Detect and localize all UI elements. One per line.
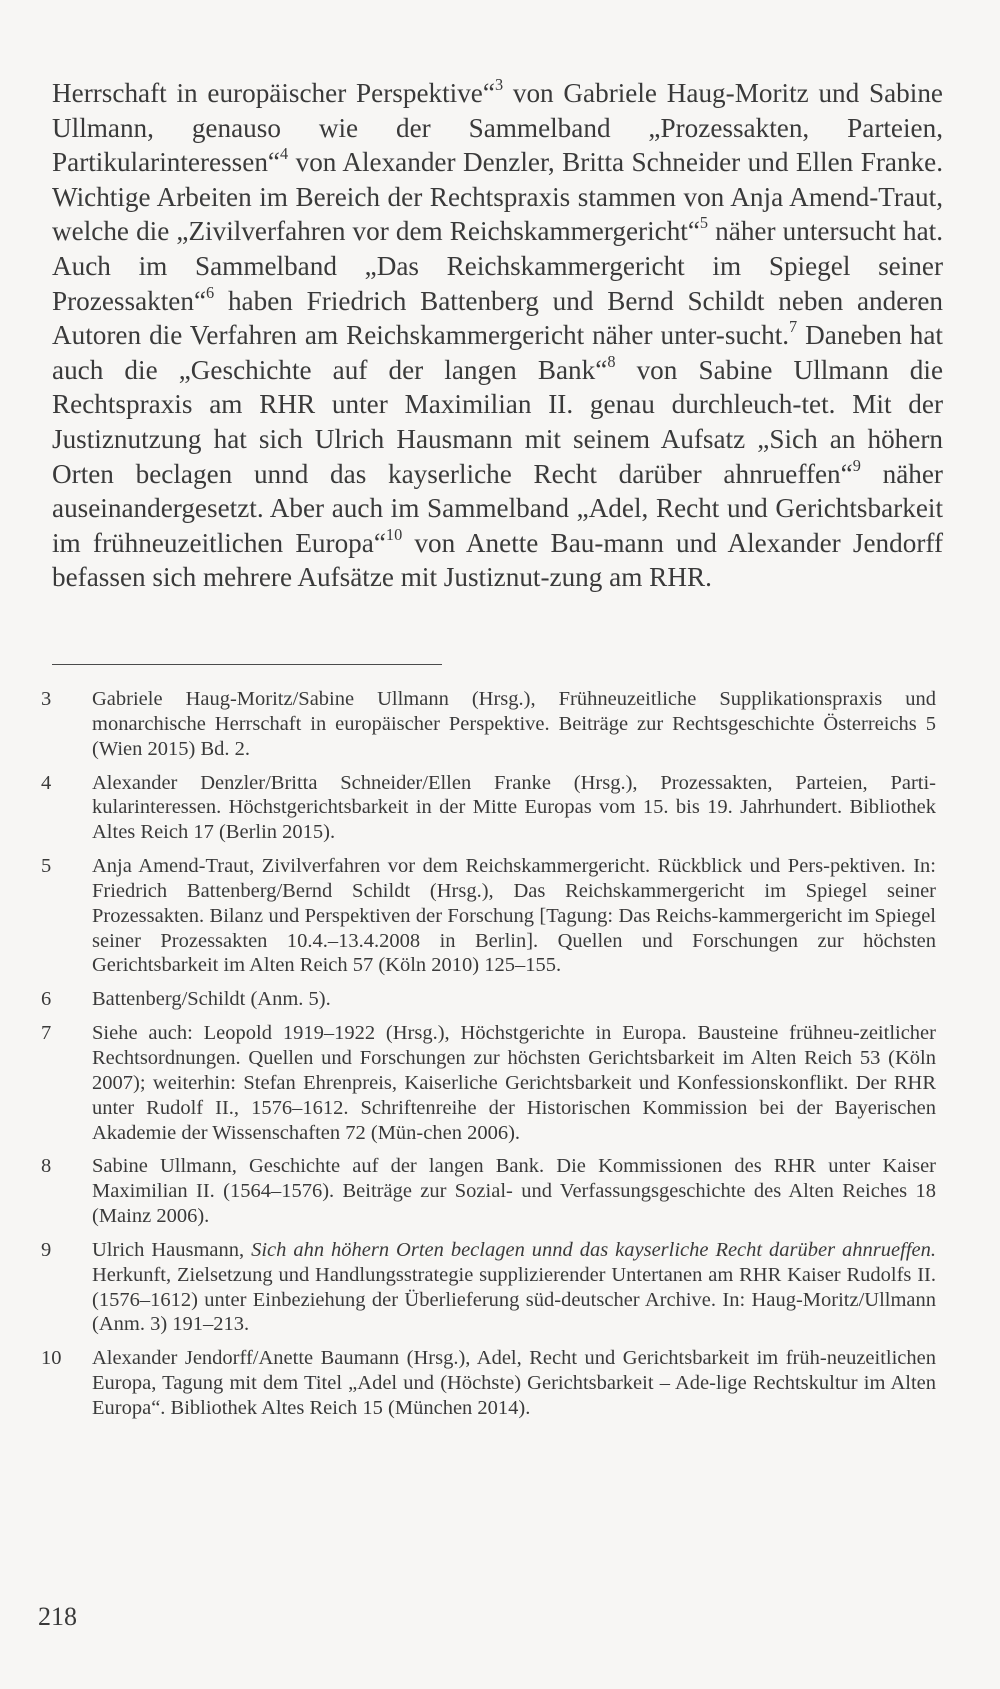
footnote-text [92, 1346, 936, 1420]
footnote-text [92, 1238, 936, 1337]
body-text-segment: Herrschaft in europäischer Perspektive“ [52, 78, 495, 108]
footnote-number: 8 [41, 1155, 52, 1178]
footnote-text-segment: Alexander Jendorff/Anette Baumann (Hrsg.), Adel, Recht und Gerichtsbarkeit im früh-neuzeitlichen Europa, Tagung mit dem Titel „Adel und (Höchste) Gerichtsbarkeit – Ade-lige Rechtskultur im Alten Europa“. Bibliothek Altes Reich 15 (München 2014). [92, 1347, 936, 1420]
body-text-segment: von Sabine Ullmann die Rechtspraxis am RHR unter Maximilian II. genau durchleuch-tet. Mit der Justiznutzung hat sich Ulrich Hausmann mit seinem Aufsatz „Sich an höhern Orten beclagen unnd das kayserliche Recht darüber ahnrueffen“ [52, 354, 944, 489]
footnote-number: 10 [41, 1347, 62, 1370]
footnote-marker: 6 [206, 282, 215, 302]
footnote-text-segment: Sabine Ullmann, Geschichte auf der langen Bank. Die Kommissionen des RHR unter Kaiser Maximilian II. (1564–1576). Beiträge zur Sozial- und Verfassungsgeschichte des Alten Reiches 18 (Mainz 2006). [92, 1155, 936, 1228]
body-text-segment: haben Friedrich Battenberg und Bernd Schildt neben anderen Autoren die Verfahren am Reichskammergericht näher unter-sucht. [52, 285, 943, 351]
footnote [38, 1346, 936, 1420]
footnotes-section [38, 687, 936, 1430]
footnote-text-segment: Gabriele Haug-Moritz/Sabine Ullmann (Hrsg.), Frühneuzeitliche Supplikationspraxis und monarchische Herrschaft in europäischer Perspektive. Beiträge zur Rechtsgeschichte Österreichs 5 (Wien 2015) Bd. 2. [92, 688, 936, 760]
footnote-marker: 8 [607, 351, 616, 371]
footnote [38, 1021, 936, 1145]
footnote-text [92, 854, 936, 978]
page-number: 218 [38, 1602, 77, 1631]
footnote-text-segment: Herkunft, Zielsetzung und Handlungsstrategie supplizierender Untertanen am RHR Kaiser Rudolfs II. (1576–1612) unter Einbeziehung der Überlieferung süd-deutscher Archive. In: Haug-Moritz/Ullmann (Anm. 3) 191–213. [92, 1263, 936, 1336]
footnote-separator [52, 664, 442, 665]
body-text-segment: näher untersucht hat. Auch im Sammelband „Das Reichskammergericht im Spiegel seiner Prozessakten“ [52, 216, 943, 316]
footnote-number: 3 [41, 688, 52, 710]
footnote-marker: 5 [699, 213, 709, 233]
footnote-text [92, 1154, 936, 1228]
body-text-segment: näher auseinandergesetzt. Aber auch im Sammelband „Adel, Recht und Gerichtsbarkeit im frühneuzeitlichen Europa“ [52, 458, 943, 558]
footnote-text [92, 687, 936, 761]
body-text-segment: von Alexander Denzler, Britta Schneider und Ellen Franke. Wichtige Arbeiten im Bereich der Rechtspraxis stammen von Anja Amend-Traut, welche die „Zivilverfahren vor dem Reichskammergericht“ [52, 147, 943, 247]
body-text-segment: Daneben hat auch die „Geschichte auf der langen Bank“ [52, 320, 943, 385]
footnote-number: 4 [41, 771, 52, 794]
footnote-italic-title: Sich ahn höhern Orten beclagen unnd das kayserliche Recht darüber ahnrueffen. [251, 1239, 937, 1262]
footnote-text-segment: Battenberg/Schildt (Anm. 5). [92, 988, 331, 1011]
footnote-marker: 10 [385, 524, 403, 544]
footnote [38, 687, 936, 761]
footnote-number: 9 [41, 1239, 52, 1262]
footnote-number: 5 [41, 855, 52, 878]
footnote-text-segment: Anja Amend-Traut, Zivilverfahren vor dem Reichskammergericht. Rückblick und Pers-pektiven. In: Friedrich Battenberg/Bernd Schildt (Hrsg.), Das Reichskammergericht im Spiegel seiner Prozessakten. Bilanz und Perspektiven der Forschung [Tagung: Das Reichs-kammergericht im Spiegel seiner Prozessakten 10.4.–13.4.2008 in Berlin]. Quellen und Forschungen zur höchsten Gerichtsbarkeit im Alten Reich 57 (Köln 2010) 125–155. [92, 855, 936, 977]
footnote-marker: 9 [852, 455, 861, 475]
footnote-number: 6 [41, 988, 52, 1011]
footnote [38, 771, 936, 845]
body-text-segment: von Gabriele Haug-Moritz und Sabine Ullmann, genauso wie der Sammelband „Prozessakten, Parteien, Partikularinteressen“ [52, 78, 943, 178]
footnote-text-segment: Ulrich Hausmann, [92, 1239, 252, 1262]
footnote-marker: 3 [494, 74, 504, 94]
footnote-text [92, 1021, 936, 1145]
footnote-text [92, 771, 936, 845]
footnote [38, 1154, 936, 1228]
footnote [38, 1238, 936, 1337]
footnote-text [92, 987, 936, 1012]
footnote-text-segment: Alexander Denzler/Britta Schneider/Ellen Franke (Hrsg.), Prozessakten, Parteien, Parti-kularinteressen. Höchstgerichtsbarkeit in der Mitte Europas vom 15. bis 19. Jahrhundert. Bibliothek Altes Reich 17 (Berlin 2015). [92, 771, 936, 844]
footnote-number: 7 [41, 1022, 52, 1045]
body-paragraph [52, 76, 943, 595]
footnote-text-segment: Siehe auch: Leopold 1919–1922 (Hrsg.), Höchstgerichte in Europa. Bausteine frühneu-zeitlicher Rechtsordnungen. Quellen und Forschungen zur höchsten Gerichtsbarkeit im Alten Reich 53 (Köln 2007); weiterhin: Stefan Ehrenpreis, Kaiserliche Gerichtsbarkeit und Konfessionskonflikt. Der RHR unter Rudolf II., 1576–1612. Schriftenreihe der Historischen Kommission bei der Bayerischen Akademie der Wissenschaften 72 (Mün-chen 2006). [92, 1022, 936, 1144]
footnote [38, 987, 936, 1012]
footnote-marker: 4 [280, 143, 289, 163]
body-text-segment: von Anette Bau-mann und Alexander Jendorff befassen sich mehrere Aufsätze mit Justiznut-zung am RHR. [52, 527, 944, 593]
footnote-marker: 7 [789, 316, 798, 336]
footnote [38, 854, 936, 978]
